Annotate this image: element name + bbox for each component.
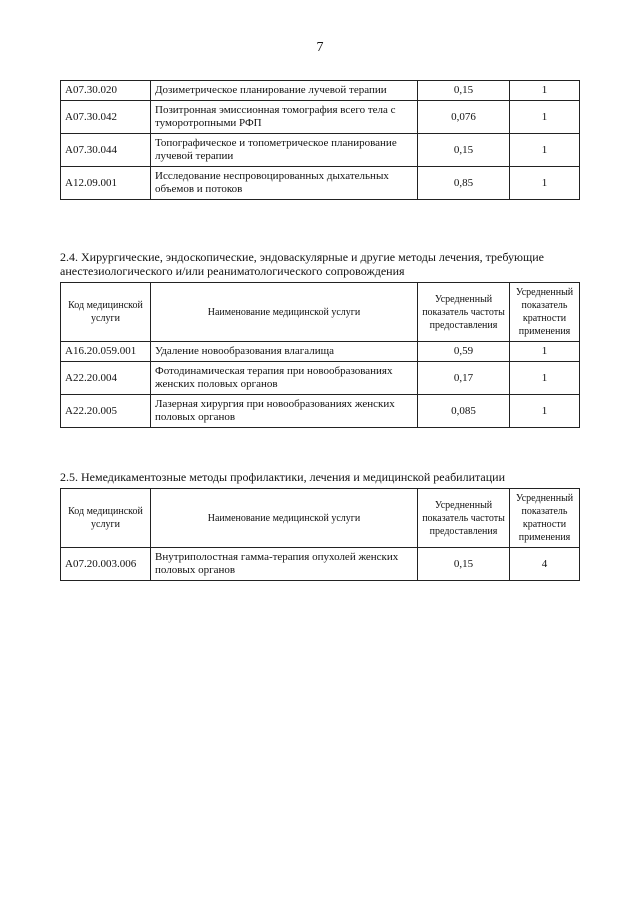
table-row: [61, 548, 580, 581]
table-2-4: [60, 282, 580, 428]
cell-freq: 0,076: [418, 101, 510, 134]
header-mult: Усредненный показатель кратности применения: [510, 489, 580, 548]
cell-freq: 0,085: [418, 395, 510, 428]
table-top-section: [60, 80, 580, 200]
cell-name: Исследование неспровоцированных дыхательных объемов и потоков: [151, 167, 418, 200]
table-2-5: [60, 488, 580, 581]
cell-mult: 1: [510, 342, 580, 362]
table-row: [61, 134, 580, 167]
cell-freq: 0,17: [418, 362, 510, 395]
cell-code: A07.30.042: [61, 101, 151, 134]
cell-code: A22.20.005: [61, 395, 151, 428]
cell-freq: 0,59: [418, 342, 510, 362]
cell-mult: 4: [510, 548, 580, 581]
section-title: 2.5. Немедикаментозные методы профилактики, лечения и медицинской реабилитации: [60, 470, 505, 484]
cell-code: A12.09.001: [61, 167, 151, 200]
table-header-row: [61, 283, 580, 342]
cell-code: A22.20.004: [61, 362, 151, 395]
table-header-row: [61, 489, 580, 548]
section-2-4: [60, 250, 580, 428]
cell-freq: 0,15: [418, 134, 510, 167]
header-freq: Усредненный показатель частоты предоставления: [418, 283, 510, 342]
page-number: 7: [316, 40, 324, 55]
cell-mult: 1: [510, 167, 580, 200]
cell-name: Топографическое и топометрическое планирование лучевой терапии: [151, 134, 418, 167]
header-code: Код медицинской услуги: [61, 489, 151, 548]
table-top: [60, 80, 580, 200]
cell-name: Лазерная хирургия при новообразованиях женских половых органов: [151, 395, 418, 428]
cell-freq: 0,85: [418, 167, 510, 200]
cell-code: A07.30.020: [61, 81, 151, 101]
table-row: [61, 395, 580, 428]
cell-freq: 0,15: [418, 548, 510, 581]
header-name: Наименование медицинской услуги: [151, 489, 418, 548]
table-row: [61, 81, 580, 101]
cell-name: Удаление новообразования влагалища: [151, 342, 418, 362]
cell-name: Позитронная эмиссионная томография всего тела с туморотропными РФП: [151, 101, 418, 134]
table-row: [61, 362, 580, 395]
table-row: [61, 101, 580, 134]
cell-code: A16.20.059.001: [61, 342, 151, 362]
cell-mult: 1: [510, 134, 580, 167]
cell-name: Дозиметрическое планирование лучевой терапии: [151, 81, 418, 101]
cell-freq: 0,15: [418, 81, 510, 101]
cell-name: Фотодинамическая терапия при новообразованиях женских половых органов: [151, 362, 418, 395]
cell-mult: 1: [510, 101, 580, 134]
header-mult: Усредненный показатель кратности применения: [510, 283, 580, 342]
cell-mult: 1: [510, 81, 580, 101]
cell-code: A07.20.003.006: [61, 548, 151, 581]
cell-mult: 1: [510, 395, 580, 428]
section-title: 2.4. Хирургические, эндоскопические, эндоваскулярные и другие методы лечения, требующие анестезиологического и/или реаниматологического сопровождения: [60, 250, 544, 278]
header-freq: Усредненный показатель частоты предоставления: [418, 489, 510, 548]
header-code: Код медицинской услуги: [61, 283, 151, 342]
table-row: [61, 342, 580, 362]
cell-code: A07.30.044: [61, 134, 151, 167]
cell-name: Внутриполостная гамма-терапия опухолей женских половых органов: [151, 548, 418, 581]
cell-mult: 1: [510, 362, 580, 395]
section-2-5: [60, 470, 580, 581]
header-name: Наименование медицинской услуги: [151, 283, 418, 342]
table-row: [61, 167, 580, 200]
